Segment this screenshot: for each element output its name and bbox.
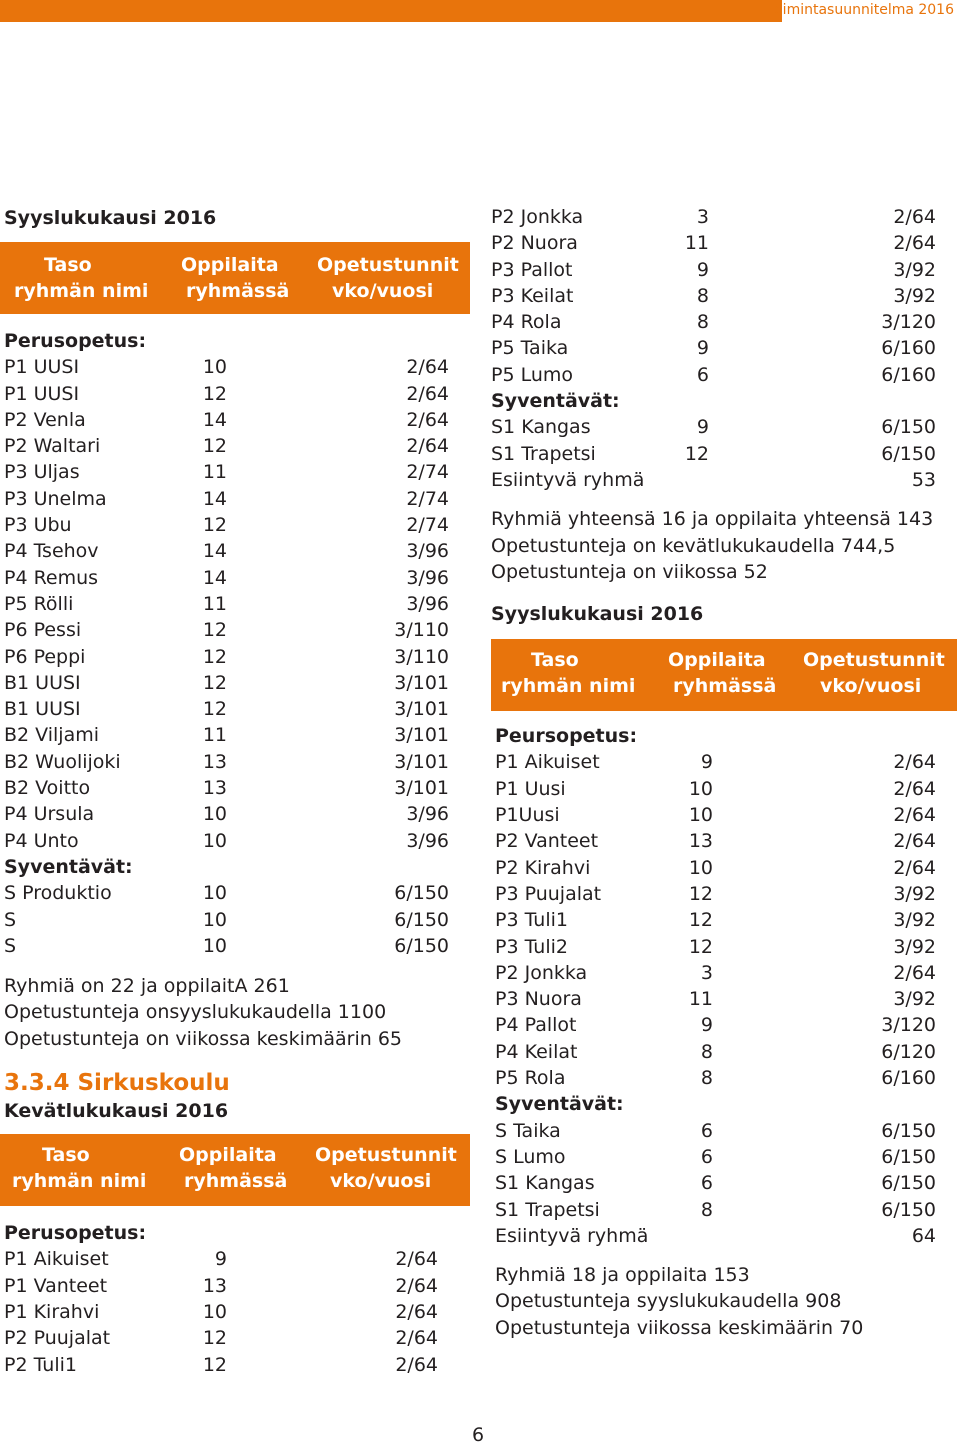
student-count: 9 xyxy=(696,416,709,439)
group-name: P2 Kirahvi xyxy=(495,856,591,879)
table-row xyxy=(4,907,470,933)
lesson-hours: 6/150 xyxy=(881,1172,936,1195)
left-table-header-2 xyxy=(0,1134,470,1206)
group-name: P2 Vanteet xyxy=(495,830,599,853)
group-name: P1Uusi xyxy=(495,804,560,827)
group-name: P6 Peppi xyxy=(4,645,86,668)
right-summary-line: Ryhmiä yhteensä 16 ja oppilaita yhteensä 143 xyxy=(491,508,934,531)
lesson-hours: 3/92 xyxy=(893,882,936,905)
lesson-hours: 3/120 xyxy=(881,1014,936,1037)
col-header-taso: Taso xyxy=(42,1144,90,1167)
group-name: P1 Vanteet xyxy=(4,1274,108,1297)
student-count: 12 xyxy=(202,382,227,405)
col-header-vko-vuosi: vko/vuosi xyxy=(330,1170,432,1193)
lesson-hours: 2/64 xyxy=(893,751,936,774)
group-name: P2 Nuora xyxy=(491,232,578,255)
group-name: P1 UUSI xyxy=(4,382,80,405)
group-name: P4 Unto xyxy=(4,829,79,852)
student-count: 10 xyxy=(688,856,713,879)
group-name: P3 Unelma xyxy=(4,487,107,510)
student-count: 13 xyxy=(202,777,227,800)
col-header-oppilaita: Oppilaita xyxy=(668,649,766,672)
col-header-ryhman-nimi: ryhmän nimi xyxy=(12,1170,147,1193)
lesson-hours: 3/92 xyxy=(893,988,936,1011)
lesson-hours: 64 xyxy=(911,1224,936,1247)
lesson-hours: 3/101 xyxy=(394,671,449,694)
group-name: P2 Waltari xyxy=(4,435,101,458)
table-row xyxy=(495,1197,957,1223)
table-row xyxy=(4,801,470,827)
student-count: 6 xyxy=(700,1119,713,1142)
student-count: 12 xyxy=(688,935,713,958)
group-name: P5 Taika xyxy=(491,337,569,360)
col-header-vko-vuosi: vko/vuosi xyxy=(332,280,434,302)
group-name: P2 Jonkka xyxy=(495,961,588,984)
student-count: 12 xyxy=(202,435,227,458)
table-row xyxy=(495,1118,957,1144)
group-name: P2 Tuli1 xyxy=(4,1353,77,1376)
group-name: P4 Tsehov xyxy=(4,540,99,563)
student-count: 10 xyxy=(202,803,227,826)
lesson-hours: 6/150 xyxy=(881,1145,936,1168)
col-header-ryhman-nimi: ryhmän nimi xyxy=(501,675,636,698)
lesson-hours: 3/101 xyxy=(394,750,449,773)
lesson-hours: 6/160 xyxy=(881,1067,936,1090)
table-row xyxy=(4,828,470,854)
col-header-ryhmassa: ryhmässä xyxy=(186,280,290,302)
table-row xyxy=(495,749,957,775)
group-name: P3 Puujalat xyxy=(495,882,602,905)
table-row xyxy=(491,309,957,335)
right-table-header xyxy=(491,639,957,711)
student-count: 11 xyxy=(202,461,227,484)
student-count: 13 xyxy=(202,750,227,773)
group-name: P3 Tuli2 xyxy=(495,935,568,958)
table-row xyxy=(495,776,957,802)
table-row xyxy=(495,1144,957,1170)
page-number: 6 xyxy=(472,1424,485,1446)
table-row xyxy=(4,512,470,538)
student-count: 6 xyxy=(700,1172,713,1195)
table-row xyxy=(4,1352,470,1378)
group-name: P4 Pallot xyxy=(495,1014,577,1037)
table-row xyxy=(495,1039,957,1065)
student-count: 3 xyxy=(696,206,709,228)
lesson-hours: 53 xyxy=(911,468,936,491)
right-column xyxy=(491,204,957,1341)
student-count: 10 xyxy=(202,908,227,931)
lesson-hours: 2/64 xyxy=(406,356,449,379)
group-name: S Taika xyxy=(495,1119,561,1142)
group-name: S xyxy=(4,908,17,931)
table-row xyxy=(495,1065,957,1091)
student-count: 14 xyxy=(202,487,227,510)
lesson-hours: 6/150 xyxy=(881,416,936,439)
right-summary-line: Opetustunteja on viikossa 52 xyxy=(491,560,768,583)
group-name: P4 Remus xyxy=(4,566,99,589)
lesson-hours: 3/92 xyxy=(893,935,936,958)
table-row xyxy=(495,1223,957,1249)
lesson-hours: 2/64 xyxy=(406,408,449,431)
student-count: 9 xyxy=(700,1014,713,1037)
student-count: 9 xyxy=(700,751,713,774)
group-name: S Lumo xyxy=(495,1145,566,1168)
section-syventavat: Syventävät: xyxy=(495,1093,624,1116)
group-name: S1 Trapetsi xyxy=(495,1198,600,1221)
section-perusopetus: Perusopetus: xyxy=(4,330,147,352)
table-row xyxy=(4,486,470,512)
lesson-hours: 3/110 xyxy=(394,619,449,642)
table-row xyxy=(491,335,957,361)
table-row xyxy=(4,1246,470,1272)
student-count: 9 xyxy=(696,258,709,281)
student-count: 12 xyxy=(202,514,227,537)
student-count: 10 xyxy=(688,777,713,800)
table-row xyxy=(4,722,470,748)
lesson-hours: 3/96 xyxy=(406,566,449,589)
right-summary-line: Opetustunteja on kevätlukukaudella 744,5 xyxy=(491,534,896,557)
table-row xyxy=(4,354,470,380)
left-term-title: Syyslukukausi 2016 xyxy=(4,207,217,229)
table-row xyxy=(495,1012,957,1038)
lesson-hours: 6/160 xyxy=(881,337,936,360)
student-count: 12 xyxy=(202,1327,227,1350)
table-row xyxy=(491,257,957,283)
lesson-hours: 2/64 xyxy=(893,777,936,800)
group-name: S1 Trapetsi xyxy=(491,442,596,465)
col-header-ryhman-nimi: ryhmän nimi xyxy=(14,280,149,302)
right-rows-syventavat xyxy=(491,414,957,493)
lesson-hours: 3/92 xyxy=(893,909,936,932)
right-rows-peursopetus xyxy=(495,749,957,1091)
group-name: B2 Wuolijoki xyxy=(4,750,121,773)
student-count: 8 xyxy=(696,311,709,334)
student-count: 12 xyxy=(202,671,227,694)
student-count: 14 xyxy=(202,566,227,589)
student-count: 11 xyxy=(688,988,713,1011)
student-count: 10 xyxy=(688,804,713,827)
lesson-hours: 2/64 xyxy=(395,1248,438,1271)
student-count: 12 xyxy=(202,619,227,642)
table-row xyxy=(4,407,470,433)
student-count: 8 xyxy=(696,284,709,307)
student-count: 8 xyxy=(700,1040,713,1063)
col-header-opetustunnit: Opetustunnit xyxy=(317,254,459,276)
table-row xyxy=(495,828,957,854)
col-header-taso: Taso xyxy=(44,254,92,276)
group-name: P1 UUSI xyxy=(4,356,80,379)
group-name: P5 Rölli xyxy=(4,592,74,615)
student-count: 3 xyxy=(700,961,713,984)
table-row xyxy=(4,381,470,407)
col-header-oppilaita: Oppilaita xyxy=(181,254,279,276)
group-name: P3 Ubu xyxy=(4,514,72,537)
group-name: P4 Keilat xyxy=(495,1040,578,1063)
group-name: P3 Pallot xyxy=(491,258,573,281)
table-row xyxy=(491,467,957,493)
table-row xyxy=(4,1325,470,1351)
table-row xyxy=(495,881,957,907)
lesson-hours: 3/96 xyxy=(406,540,449,563)
table-row xyxy=(491,414,957,440)
lesson-hours: 2/64 xyxy=(893,830,936,853)
student-count: 10 xyxy=(202,356,227,379)
left-table-header xyxy=(0,242,470,314)
table-row xyxy=(4,933,470,959)
table-row xyxy=(4,459,470,485)
table-row xyxy=(4,749,470,775)
lesson-hours: 2/64 xyxy=(893,961,936,984)
group-name: B1 UUSI xyxy=(4,671,81,694)
group-name: P6 Pessi xyxy=(4,619,82,642)
lesson-hours: 6/120 xyxy=(881,1040,936,1063)
student-count: 12 xyxy=(202,1353,227,1376)
left-rows-perusopetus-2 xyxy=(4,1246,470,1377)
student-count: 13 xyxy=(202,1274,227,1297)
lesson-hours: 6/160 xyxy=(881,363,936,386)
student-count: 8 xyxy=(700,1198,713,1221)
group-name: P2 Jonkka xyxy=(491,206,584,228)
table-row xyxy=(495,986,957,1012)
lesson-hours: 2/74 xyxy=(406,461,449,484)
col-header-taso: Taso xyxy=(531,649,579,672)
table-row xyxy=(495,855,957,881)
col-header-oppilaita: Oppilaita xyxy=(179,1144,277,1167)
group-name: P3 Uljas xyxy=(4,461,80,484)
lesson-hours: 2/74 xyxy=(406,514,449,537)
right-summary-line: Opetustunteja viikossa keskimäärin 70 xyxy=(495,1316,864,1339)
table-row xyxy=(491,441,957,467)
group-name: P2 Venla xyxy=(4,408,86,431)
lesson-hours: 2/64 xyxy=(395,1274,438,1297)
group-name: S Produktio xyxy=(4,882,112,905)
table-row xyxy=(4,670,470,696)
student-count: 14 xyxy=(202,540,227,563)
lesson-hours: 2/64 xyxy=(893,232,936,255)
col-header-opetustunnit: Opetustunnit xyxy=(803,649,945,672)
group-name: P1 Uusi xyxy=(495,777,566,800)
student-count: 9 xyxy=(214,1248,227,1271)
table-row xyxy=(4,1299,470,1325)
lesson-hours: 3/92 xyxy=(893,284,936,307)
lesson-hours: 3/92 xyxy=(893,258,936,281)
table-row xyxy=(4,775,470,801)
student-count: 12 xyxy=(688,909,713,932)
group-name: Esiintyvä ryhmä xyxy=(491,468,645,491)
left-summary-line: Opetustunteja on viikossa keskimäärin 65 xyxy=(4,1027,403,1050)
col-header-vko-vuosi: vko/vuosi xyxy=(820,675,922,698)
student-count: 10 xyxy=(202,1300,227,1323)
lesson-hours: 2/64 xyxy=(893,856,936,879)
group-name: S xyxy=(4,934,17,957)
group-name: P3 Nuora xyxy=(495,988,582,1011)
table-row xyxy=(4,433,470,459)
table-row xyxy=(4,565,470,591)
left-column xyxy=(4,204,470,1378)
table-row xyxy=(491,204,957,230)
col-header-ryhmassa: ryhmässä xyxy=(184,1170,288,1193)
group-name: P3 Keilat xyxy=(491,284,574,307)
lesson-hours: 6/150 xyxy=(881,1119,936,1142)
right-rows-perusopetus xyxy=(491,204,957,388)
table-row xyxy=(491,283,957,309)
left-rows-syventavat xyxy=(4,880,470,959)
section-syventavat: Syventävät: xyxy=(4,855,133,878)
group-name: B1 UUSI xyxy=(4,698,81,721)
table-row xyxy=(4,696,470,722)
student-count: 10 xyxy=(202,882,227,905)
lesson-hours: 6/150 xyxy=(881,1198,936,1221)
lesson-hours: 2/64 xyxy=(395,1327,438,1350)
student-count: 10 xyxy=(202,934,227,957)
lesson-hours: 6/150 xyxy=(394,934,449,957)
table-row xyxy=(4,617,470,643)
lesson-hours: 6/150 xyxy=(394,882,449,905)
student-count: 10 xyxy=(202,829,227,852)
group-name: P5 Rola xyxy=(495,1067,566,1090)
lesson-hours: 2/64 xyxy=(406,435,449,458)
lesson-hours: 3/101 xyxy=(394,724,449,747)
table-row xyxy=(495,934,957,960)
lesson-hours: 2/64 xyxy=(893,206,936,228)
table-row xyxy=(491,230,957,256)
student-count: 12 xyxy=(688,882,713,905)
table-row xyxy=(4,644,470,670)
chapter-heading: 3.3.4 Sirkuskoulu xyxy=(4,1070,230,1097)
student-count: 12 xyxy=(202,698,227,721)
student-count: 8 xyxy=(700,1067,713,1090)
table-row xyxy=(491,362,957,388)
lesson-hours: 2/74 xyxy=(406,487,449,510)
section-peursopetus: Peursopetus: xyxy=(495,725,638,748)
group-name: P2 Puujalat xyxy=(4,1327,111,1350)
group-name: P4 Ursula xyxy=(4,803,95,826)
group-name: P1 Aikuiset xyxy=(495,751,600,774)
group-name: P1 Aikuiset xyxy=(4,1248,109,1271)
right-rows-syventavat-2 xyxy=(495,1118,957,1249)
student-count: 11 xyxy=(202,724,227,747)
left-summary-line: Ryhmiä on 22 ja oppilaitA 261 xyxy=(4,975,290,998)
right-summary-line: Ryhmiä 18 ja oppilaita 153 xyxy=(495,1264,750,1287)
table-row xyxy=(495,1170,957,1196)
lesson-hours: 3/96 xyxy=(406,803,449,826)
lesson-hours: 3/96 xyxy=(406,829,449,852)
section-syventavat: Syventävät: xyxy=(491,390,620,413)
lesson-hours: 2/64 xyxy=(893,804,936,827)
group-name: B2 Voitto xyxy=(4,777,91,800)
student-count: 11 xyxy=(684,232,709,255)
lesson-hours: 2/64 xyxy=(395,1353,438,1376)
group-name: S1 Kangas xyxy=(491,416,591,439)
lesson-hours: 6/150 xyxy=(394,908,449,931)
section-perusopetus: Perusopetus: xyxy=(4,1222,147,1245)
group-name: B2 Viljami xyxy=(4,724,100,747)
student-count: 12 xyxy=(202,645,227,668)
table-row xyxy=(495,907,957,933)
lesson-hours: 6/150 xyxy=(881,442,936,465)
group-name: P3 Tuli1 xyxy=(495,909,568,932)
lesson-hours: 3/101 xyxy=(394,698,449,721)
lesson-hours: 2/64 xyxy=(406,382,449,405)
student-count: 9 xyxy=(696,337,709,360)
lesson-hours: 3/101 xyxy=(394,777,449,800)
student-count: 13 xyxy=(688,830,713,853)
top-bar xyxy=(0,0,960,22)
left-rows-perusopetus xyxy=(4,354,470,854)
table-row xyxy=(4,880,470,906)
student-count: 6 xyxy=(696,363,709,386)
table-row xyxy=(495,802,957,828)
group-name: P1 Kirahvi xyxy=(4,1300,100,1323)
group-name: P4 Rola xyxy=(491,311,562,334)
table-row xyxy=(4,1273,470,1299)
left-term-title-2: Kevätlukukausi 2016 xyxy=(4,1100,229,1123)
group-name: P5 Lumo xyxy=(491,363,574,386)
table-row xyxy=(495,960,957,986)
lesson-hours: 3/120 xyxy=(881,311,936,334)
lesson-hours: 3/110 xyxy=(394,645,449,668)
right-term-title: Syyslukukausi 2016 xyxy=(491,603,704,626)
running-header-title: Toimintasuunnitelma 2016 xyxy=(767,2,954,18)
left-summary-line: Opetustunteja onsyyslukukaudella 1100 xyxy=(4,1001,387,1024)
student-count: 11 xyxy=(202,592,227,615)
table-row xyxy=(4,538,470,564)
group-name: S1 Kangas xyxy=(495,1172,595,1195)
student-count: 14 xyxy=(202,408,227,431)
table-row xyxy=(4,591,470,617)
col-header-opetustunnit: Opetustunnit xyxy=(315,1144,457,1167)
col-header-ryhmassa: ryhmässä xyxy=(673,675,777,698)
group-name: Esiintyvä ryhmä xyxy=(495,1224,649,1247)
right-summary-line: Opetustunteja syyslukukaudella 908 xyxy=(495,1290,842,1313)
student-count: 6 xyxy=(700,1145,713,1168)
lesson-hours: 2/64 xyxy=(395,1300,438,1323)
student-count: 12 xyxy=(684,442,709,465)
lesson-hours: 3/96 xyxy=(406,592,449,615)
